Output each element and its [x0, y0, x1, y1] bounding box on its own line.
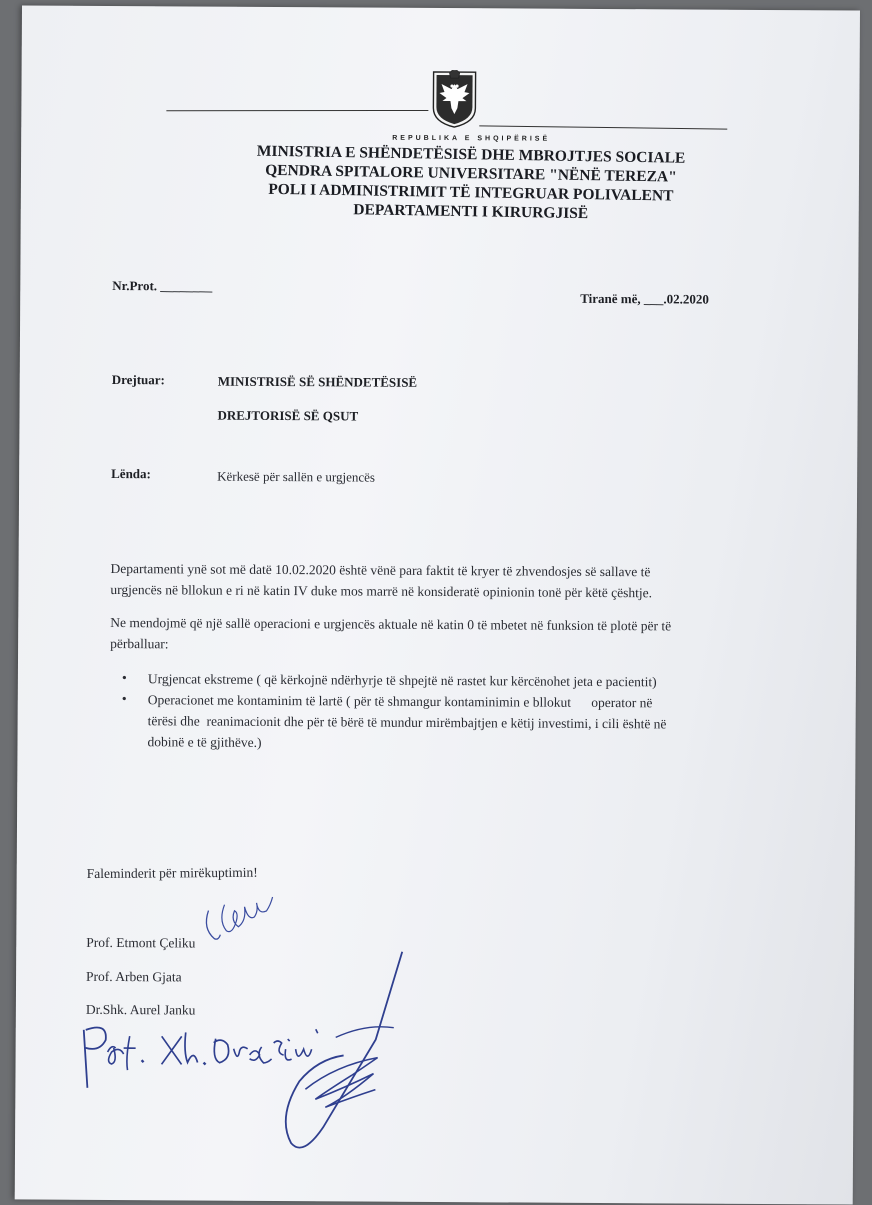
republic-label: REPUBLIKA E SHQIPËRISË: [392, 134, 551, 143]
handwritten-signature-2: [265, 947, 436, 1173]
letter-body: [109, 558, 810, 756]
subject-text: Kërkesë për sallën e urgjencës: [217, 468, 376, 485]
header-rule-right: [479, 125, 727, 129]
paragraph-2: [110, 612, 810, 658]
bullet-2-line-1: • Operacionet me kontaminim të lartë ( për të shmangur kontaminimin e bllokut operator në: [147, 692, 653, 711]
paragraph-2-line-1: Ne mendojmë që një sallë operacioni e urgjencës aktuale në katin 0 të mbetet në funksion të plotë për të: [110, 614, 672, 634]
ministry-title: MINISTRIA E SHËNDETËSISË DHE MBROJTJES SOCIALE: [256, 142, 686, 167]
bullet-1-line-1: • Urgjencat ekstreme ( që kërkojnë ndërhyrje të shpejtë në rastet kur kërcënohet jeta e pacientit): [147, 671, 657, 690]
protocol-blank: ________: [160, 278, 213, 294]
paragraph-1-line-1: Departamenti ynë sot më datë 10.02.2020 është vënë para faktit të kryer të zhvendosjes së sallave të: [110, 560, 651, 580]
address-line-1: MINISTRISË SË SHËNDETËSISË: [217, 373, 418, 390]
list-item: [109, 689, 809, 756]
bullet-2-line-3: dobinë e të gjithëve.): [147, 734, 262, 750]
paragraph-1: [110, 558, 810, 604]
signatory-1: Prof. Etmont Çeliku: [86, 934, 196, 951]
header-rule-left: [166, 110, 428, 111]
hospital-center-title: QENDRA SPITALORE UNIVERSITARE "NËNË TEREZA": [265, 161, 677, 186]
bullet-2-line-2: tërësi dhe reanimacionit dhe për të bërë të mundur mirëmbajtjen e këtij investimi, i cili është në: [147, 713, 667, 732]
document-page: [15, 5, 860, 1204]
protocol-number: [112, 278, 212, 295]
subject-label: Lënda:: [111, 465, 151, 482]
pole-title: POLI I ADMINISTRIMIT TË INTEGRUAR POLIVALENT: [268, 180, 674, 205]
date-line: Tiranë më, ___.02.2020: [580, 290, 709, 307]
paragraph-1-line-2: urgjencës në bllokun e ri në katin IV duke mos marrë në konsideratë opinionin tonë për këtë çështje.: [110, 581, 653, 601]
paragraph-2-line-2: përballuar:: [110, 635, 169, 652]
address-line-2: DREJTORISË SË QSUT: [217, 407, 359, 424]
signatory-3: Dr.Shk. Aurel Janku: [85, 1001, 196, 1018]
address-label: Drejtuar:: [111, 371, 165, 388]
department-title: DEPARTAMENTI I KIRURGJISË: [353, 201, 589, 223]
protocol-label: Nr.Prot.: [112, 277, 158, 294]
coat-of-arms-icon: [431, 70, 477, 128]
closing-line: Faleminderit për mirëkuptimin!: [86, 864, 258, 882]
signatory-2: Prof. Arben Gjata: [86, 968, 182, 985]
bullet-list: [109, 668, 810, 756]
